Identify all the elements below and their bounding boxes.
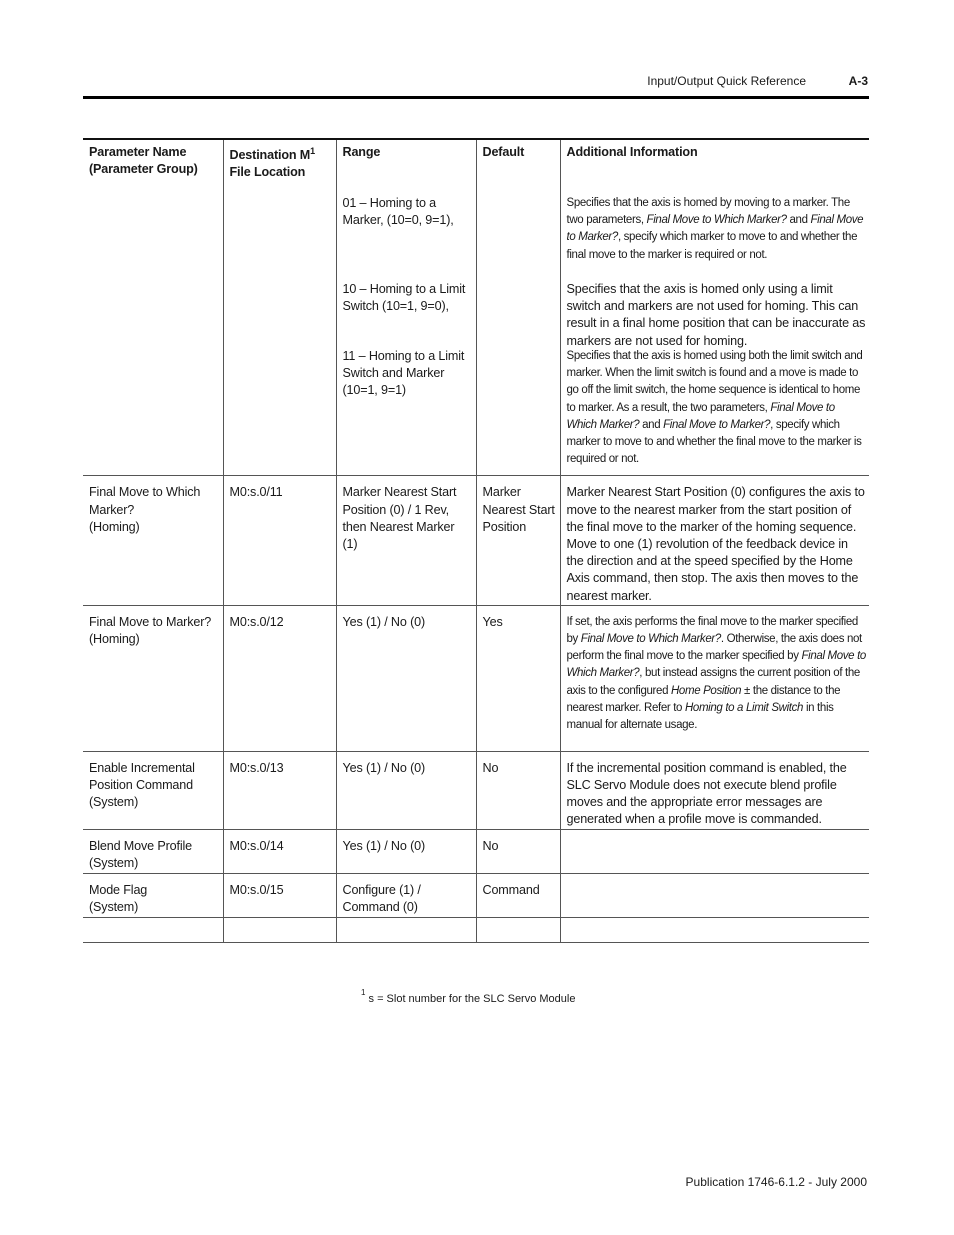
range-cell: Yes (1) / No (0) xyxy=(336,829,476,873)
table-row xyxy=(83,873,869,917)
range-cell: Yes (1) / No (0) xyxy=(336,751,476,829)
col-header-default: Default xyxy=(476,139,560,187)
parameter-reference: Final Move to Which Marker? xyxy=(646,214,787,227)
info-text: , but instead assigns the current position of the axis to the configured xyxy=(566,667,860,697)
param-cell xyxy=(83,917,223,942)
range-cell xyxy=(336,187,476,476)
info-cell xyxy=(560,605,869,751)
param-cell: Mode Flag (System) xyxy=(83,873,223,917)
homing-mode-range: 10 – Homing to a Limit Switch (10=1, 9=0), xyxy=(342,282,466,314)
info-cell xyxy=(560,873,869,917)
dest-cell xyxy=(223,187,336,476)
range-cell: Marker Nearest Start Position (0) / 1 Rev, then Nearest Marker (1) xyxy=(336,476,476,605)
footnote-marker: 1 xyxy=(310,145,315,156)
param-cell: Blend Move Profile (System) xyxy=(83,829,223,873)
footnote-number: 1 xyxy=(361,988,366,998)
default-cell: Command xyxy=(476,873,560,917)
param-cell: Final Move to Which Marker? (Homing) xyxy=(83,476,223,605)
default-cell: Marker Nearest Start Position xyxy=(476,476,560,605)
info-cell xyxy=(560,751,869,829)
empty-table-row xyxy=(83,917,869,942)
col-header-range: Range xyxy=(336,139,476,187)
col-header-info: Additional Information xyxy=(560,139,869,187)
col-header-destination-line2: File Location xyxy=(229,165,306,179)
col-header-destination xyxy=(223,139,336,187)
info-cell xyxy=(560,917,869,942)
info-text: If set, the axis performs the final move to the marker specified by xyxy=(566,615,858,646)
info-text: . Otherwise, the axis does not perform the final move to the marker specified by xyxy=(566,633,862,663)
info-text: and xyxy=(639,418,664,431)
default-cell: Yes xyxy=(476,605,560,751)
header-title: Input/Output Quick Reference xyxy=(647,74,806,88)
table-header-row xyxy=(83,139,869,187)
parameter-table xyxy=(83,138,869,943)
info-text: Specifies that the axis is homed only using a limit switch and markers are not used for homing. This can result in a final home position that can be inaccurate as markers are not used for homing. xyxy=(566,282,866,348)
header-rule xyxy=(83,96,869,99)
homing-mode-info xyxy=(567,348,867,475)
info-text: Marker Nearest Start Position (0) configures the axis to move to the nearest marker from the start position of the final move to the marker of the homing sequence. Move to one (1) revolution of the feedback device in the direction and at the speed specified by the Home Axis command, then stop. The axis then moves to the nearest marker. xyxy=(566,485,865,603)
parameter-reference: Final Move to Marker? xyxy=(663,418,771,431)
col-header-parameter-line2: (Parameter Group) xyxy=(89,162,198,176)
info-text: If the incremental position command is enabled, the SLC Servo Module does not execute blend profile moves and the appropriate error messages are generated when a profile move is commanded. xyxy=(566,760,847,827)
homing-mode-info xyxy=(567,281,867,348)
parameter-reference: Final Move to Marker? xyxy=(566,214,864,244)
dest-cell: M0:s.0/13 xyxy=(223,751,336,829)
dest-cell: M0:s.0/14 xyxy=(223,829,336,873)
parameter-reference: Final Move to Which Marker? xyxy=(580,633,721,646)
dest-cell: M0:s.0/15 xyxy=(223,873,336,917)
info-cell xyxy=(560,829,869,873)
info-text: Specifies that the axis is homed by moving to a marker. The two parameters, xyxy=(566,197,850,227)
info-text: and xyxy=(786,214,811,227)
homing-mode-range: 01 – Homing to a Marker, (10=0, 9=1), xyxy=(342,196,454,228)
param-cell xyxy=(83,187,223,476)
parameter-reference: Final Move to Which Marker? xyxy=(566,650,866,680)
info-cell xyxy=(560,187,869,476)
col-header-parameter-line1: Parameter Name xyxy=(89,145,187,159)
homing-mode-range: 11 – Homing to a Limit Switch and Marker (10=1, 9=1) xyxy=(342,349,465,398)
info-text: Specifies that the axis is homed using both the limit switch and marker. When the limit switch is found and a move is made to go off the limit switch, the home sequence is identical to home to marker. As a result, the two parameters, xyxy=(566,350,863,414)
param-cell: Final Move to Marker? (Homing) xyxy=(83,605,223,751)
info-text: , specify which marker to move to and whether the final move to the marker is required or not. xyxy=(566,231,858,261)
running-header xyxy=(647,74,868,88)
table-row xyxy=(83,829,869,873)
info-text: ± the distance to the nearest marker. Refer to xyxy=(566,684,841,714)
range-cell: Configure (1) / Command (0) xyxy=(336,873,476,917)
dest-cell xyxy=(223,917,336,942)
dest-cell: M0:s.0/11 xyxy=(223,476,336,605)
footnote-text: s = Slot number for the SLC Servo Module xyxy=(365,993,576,1005)
range-cell: Yes (1) / No (0) xyxy=(336,605,476,751)
info-text: , specify which marker to move to and whether the final move to the marker is required or not. xyxy=(566,418,862,466)
section-number: A-3 xyxy=(848,74,868,88)
col-header-destination-line1: Destination M xyxy=(229,148,311,162)
default-cell xyxy=(476,187,560,476)
table-footnote xyxy=(361,988,576,1005)
parameter-reference: Homing to a Limit Switch xyxy=(684,701,804,714)
parameter-reference: Home Position xyxy=(670,684,742,697)
dest-cell: M0:s.0/12 xyxy=(223,605,336,751)
info-text: in this manual for alternate usage. xyxy=(566,701,834,732)
table-row xyxy=(83,751,869,829)
homing-mode-info xyxy=(567,195,867,281)
param-cell: Enable Incremental Position Command (System) xyxy=(83,751,223,829)
publication-footer: Publication 1746-6.1.2 - July 2000 xyxy=(685,1175,867,1189)
default-cell xyxy=(476,917,560,942)
col-header-parameter xyxy=(83,139,223,187)
table-row xyxy=(83,605,869,751)
default-cell: No xyxy=(476,829,560,873)
homing-mode-row xyxy=(83,187,869,476)
default-cell: No xyxy=(476,751,560,829)
parameter-reference: Final Move to Which Marker? xyxy=(566,401,835,431)
info-cell xyxy=(560,476,869,605)
range-cell xyxy=(336,917,476,942)
table-row xyxy=(83,476,869,605)
